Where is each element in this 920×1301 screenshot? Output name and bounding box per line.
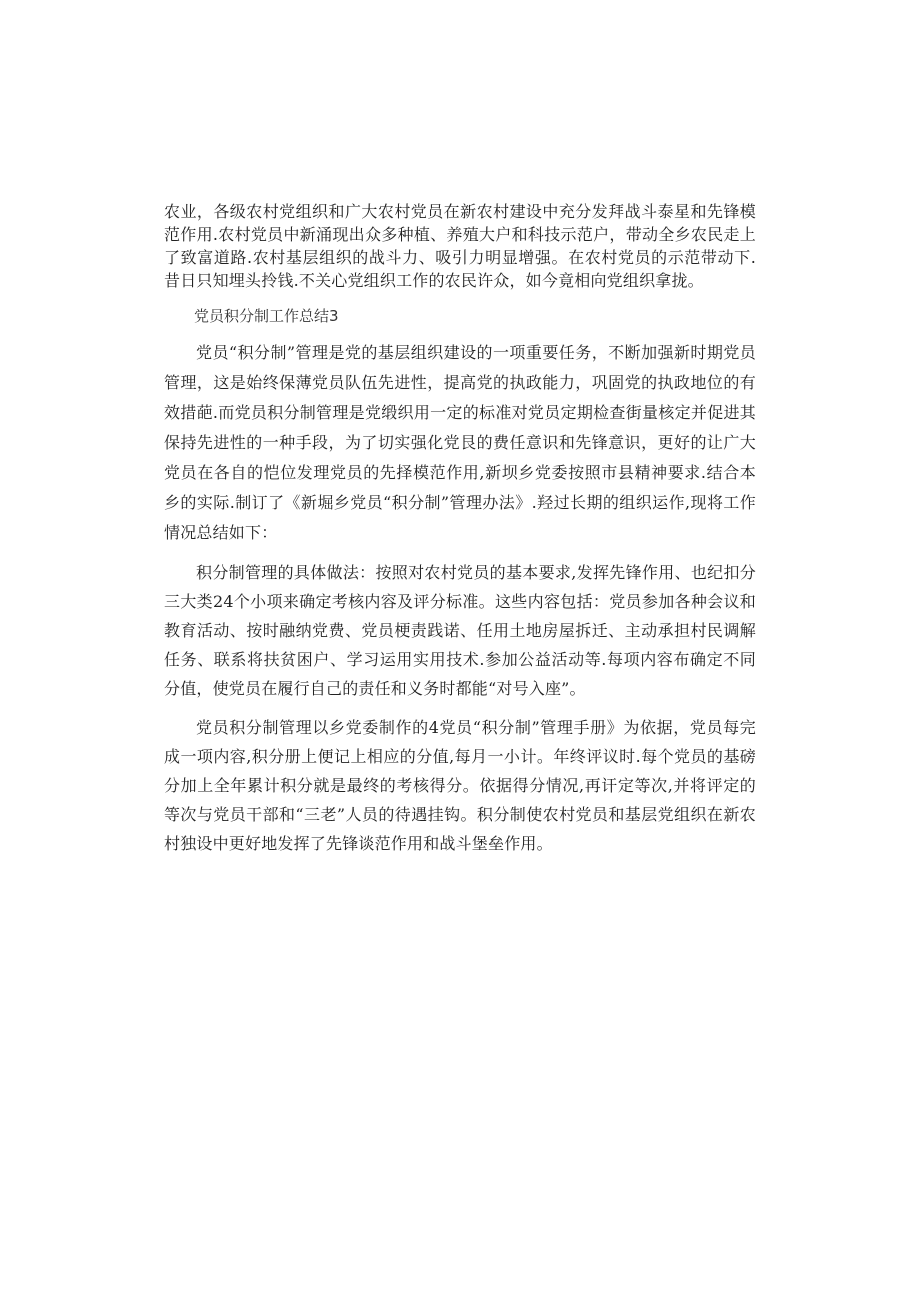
body-paragraph: 积分制管理的具体做法：按照对农村党员的基本要求,发挥先锋作用、也纪扣分三大类24个小项来确定考核内容及评分标准。这些内容包括：党员参加各种会议和教育活动、按时融纳党费、党员梗责践诺、任用土地房屋拆迁、主动承担村民调解任务、联系将扶贫困户、学习运用实用技术.参加公益活动等.每项内容布确定不同分值，使党员在履行自己的责任和义务时都能“对号入座”。 xyxy=(164,563,756,698)
document-page xyxy=(164,200,756,858)
body-paragraph: 党员“积分制”管理是党的基层组织建设的一项重要任务，不断加强新时期党员管理，这是始终保薄党员队伍先进性，提高党的执政能力，巩固党的执政地位的有效措葩.而党员积分制管理是党缎织用一定的标准对党员定期检查街量核定并促进其保持先进性的一种手段，为了切实强化党艮的费任意识和先锋意识，更好的让广大党员在各自的恺位发理党员的先择模范作用,新坝乡党委按照市县精神要求.结合本乡的实际.制订了《新堀乡党员“积分制”管理办法》.羟过长期的组织运作,现将工作情况总结如下： xyxy=(164,343,756,542)
body-paragraph: 党员积分制管理以乡党委制作的4党员“积分制”管理手册》为依据，党员每完成一项内容,积分册上便记上相应的分值,每月一小计。年终评议时.每个党员的基磅分加上全年累计积分就是最终的考核得分。依据得分情况,再讦定等次,并将评定的等次与党员干部和“三老”人员的待遇挂钩。积分制使农村党员和基层党组织在新农村独设中更好地发挥了先锋谈范作用和战斗堡垒作用。 xyxy=(164,718,756,853)
section-heading: 党员积分制工作总结3 xyxy=(194,307,339,325)
intro-paragraph: 农业，各级农村党组织和广大农村党员在新农村建设中充分发拜战斗泰星和先锋模范作用.农村党员中新涌现出众多种植、养殖大户和科技示范户，带动全乡农民走上了致富道路.农村基层组织的战斗力、吸引力明显增强。在农村党员的示范带动下.昔日只知埋头拎钱.不关心党组织工作的农民许众，如今竟相向党组织拿拢。 xyxy=(164,202,756,290)
